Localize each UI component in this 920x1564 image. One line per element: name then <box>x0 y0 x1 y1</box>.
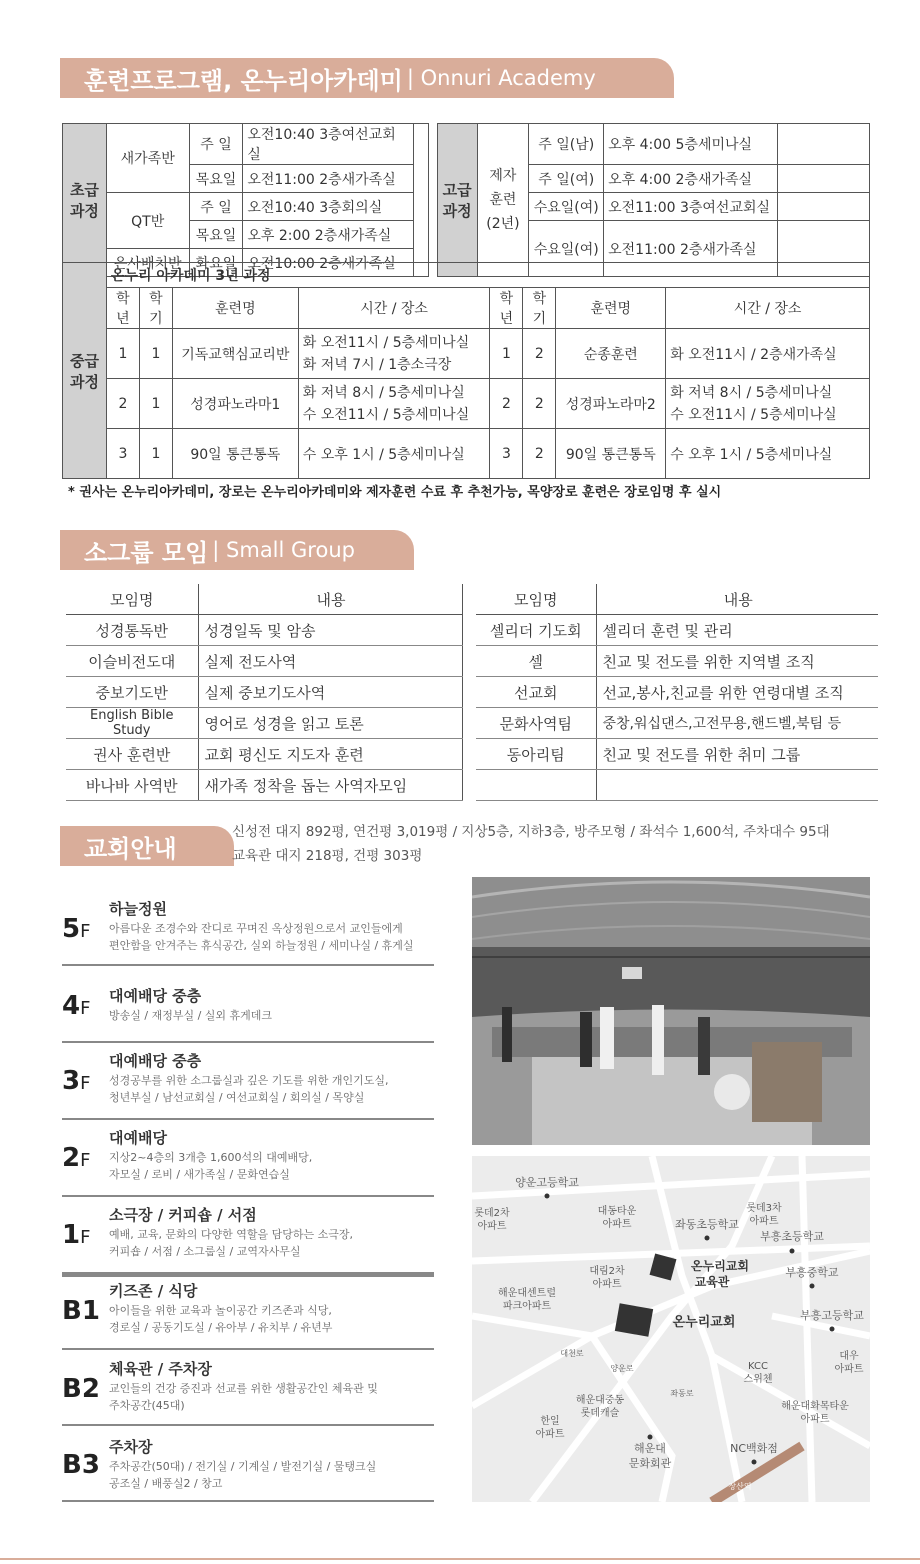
col-header: 훈련명 <box>556 288 666 329</box>
svg-text:온누리교회: 온누리교회 <box>672 1315 736 1330</box>
floor-title: 대예배당 중층 <box>109 987 202 1005</box>
section-banner-church-info <box>60 826 234 866</box>
floor-title: 체육관 / 주차장 <box>109 1360 212 1378</box>
day-cell: 주 일(여) <box>529 165 604 193</box>
svg-text:교육관: 교육관 <box>694 1275 730 1289</box>
floor-title: 대예배당 중층 <box>109 1052 202 1070</box>
floor-desc: 성경공부를 위한 소그룹실과 깊은 기도를 위한 개인기도실, 청년부실 / 남선교회실 / 여선교회실 / 회의실 / 목양실 <box>109 1074 389 1104</box>
col-header: 시간 / 장소 <box>298 288 490 329</box>
time-place-cell: 오전10:00 2층새가족실 <box>243 249 413 277</box>
svg-text:해운대: 해운대 <box>634 1442 666 1455</box>
training-footnote: * 권사는 온누리아카데미, 장로는 온누리아카데미와 제자훈련 수료 후 추천가능, 목양장로 훈련은 장로임명 후 실시 <box>68 485 722 500</box>
svg-text:해운대센트럴: 해운대센트럴 <box>498 1288 556 1299</box>
time-place-cell: 오후 4:00 2층새가족실 <box>604 165 778 193</box>
floor-desc: 방송실 / 재정부실 / 실외 휴게데크 <box>109 1009 273 1022</box>
svg-text:대동타운: 대동타운 <box>597 1206 637 1217</box>
section-banner-training <box>60 58 674 98</box>
col-header: 모임명 <box>66 584 198 615</box>
table-row: 권사 훈련반 교회 평신도 지도자 훈련 동아리팀 친교 및 전도를 위한 취미 그룹 <box>66 739 878 770</box>
floor-b2: B2 체육관 / 주차장 교인들의 건강 증진과 선교를 위한 생활공간인 체육관 및 주차공간(45대) <box>62 1358 434 1426</box>
floor-title: 주차장 <box>109 1438 153 1456</box>
svg-text:부흥중학교: 부흥중학교 <box>785 1266 839 1279</box>
section-banner-small-group <box>60 530 414 570</box>
table-row: 2 1 성경파노라마1 화 저녁 8시 / 5층세미나실 수 오전11시 / 5층세미나실 2 2 성경파노라마2 화 저녁 8시 / 5층세미나실 수 오전11시 / 5층세미나실 <box>63 379 870 429</box>
training-table-basic-advanced <box>62 123 870 277</box>
worship-hall-photo <box>472 877 870 1145</box>
day-cell: 주 일 <box>189 193 243 221</box>
svg-text:NC백화점: NC백화점 <box>730 1442 778 1455</box>
svg-text:롯데3차: 롯데3차 <box>746 1203 782 1214</box>
svg-text:해운대중동: 해운대중동 <box>575 1395 625 1406</box>
svg-text:KCC: KCC <box>748 1361 768 1372</box>
day-cell: 화요일 <box>189 249 243 277</box>
svg-text:아파트: 아파트 <box>592 1279 622 1290</box>
banner-title: 소그룹 모임 <box>84 538 209 567</box>
svg-text:스위첸: 스위첸 <box>743 1374 773 1385</box>
footer-rule <box>0 1558 920 1560</box>
day-cell: 주 일(남) <box>529 124 604 165</box>
floor-desc: 아름다운 조경수와 잔디로 꾸며진 옥상정원으로서 교인들에게 편안함을 안겨주는 휴식공간, 실외 하늘정원 / 세미나실 / 휴게실 <box>109 922 414 952</box>
floor-desc: 지상2~4층의 3개층 1,600석의 대예배당, 자모실 / 로비 / 새가족실 / 문화연습실 <box>109 1151 313 1181</box>
svg-text:양운로: 양운로 <box>610 1364 634 1373</box>
svg-text:아파트: 아파트 <box>477 1221 507 1232</box>
banner-subtitle: | Onnuri Academy <box>406 66 596 90</box>
program-name: 은사배치반 <box>106 249 189 277</box>
floor-3f: 3F 대예배당 중층 성경공부를 위한 소그룹실과 깊은 기도를 위한 개인기도실, 청년부실 / 남선교회실 / 여선교회실 / 회의실 / 목양실 <box>62 1050 434 1120</box>
svg-text:아파트: 아파트 <box>602 1219 632 1230</box>
floor-2f: 2F 대예배당 지상2~4층의 3개층 1,600석의 대예배당, 자모실 / 로비 / 새가족실 / 문화연습실 <box>62 1127 434 1197</box>
col-header: 내용 <box>198 584 462 615</box>
svg-text:부흥초등학교: 부흥초등학교 <box>760 1230 824 1243</box>
svg-text:문화회관: 문화회관 <box>628 1457 672 1470</box>
location-map <box>472 1156 870 1502</box>
svg-text:해운대화목타운: 해운대화목타운 <box>781 1401 849 1412</box>
program-name: 새가족반 <box>106 124 189 193</box>
svg-text:아파트: 아파트 <box>800 1414 830 1425</box>
day-cell: 주 일 <box>189 124 243 165</box>
floor-desc: 주차공간(50대) / 전기실 / 기계실 / 발전기실 / 물탱크실 공조실 / 배풍실2 / 창고 <box>109 1460 377 1490</box>
col-header: 학년 <box>106 288 139 329</box>
svg-text:대우: 대우 <box>839 1351 859 1362</box>
svg-text:아파트: 아파트 <box>834 1364 864 1375</box>
floor-title: 대예배당 <box>109 1129 167 1147</box>
category-basic: 초급 과정 <box>63 124 107 277</box>
intermediate-title: 온누리 아카데미 3년 과정 <box>106 263 869 288</box>
day-cell: 수요일(여) <box>529 221 604 277</box>
banner-subtitle: | Small Group <box>212 538 355 562</box>
svg-text:아파트: 아파트 <box>535 1429 565 1440</box>
svg-text:좌동초등학교: 좌동초등학교 <box>675 1218 739 1231</box>
floor-title: 키즈존 / 식당 <box>109 1282 198 1300</box>
svg-text:온누리교회: 온누리교회 <box>691 1259 749 1273</box>
time-place-cell: 오전10:40 3층여선교회실 <box>243 124 413 165</box>
svg-text:대천로: 대천로 <box>560 1349 584 1358</box>
svg-text:롯데캐슬: 롯데캐슬 <box>580 1408 620 1419</box>
floor-1f: 1F 소극장 / 커피숍 / 서점 예배, 교육, 문화의 다양한 역할을 담당하는 소극장, 커피숍 / 서점 / 소그룹실 / 교역자사무실 <box>62 1204 434 1277</box>
table-row: English Bible Study 영어로 성경을 읽고 토론 문화사역팀 중창,워십댄스,고전무용,핸드벨,북팀 등 <box>66 708 878 739</box>
svg-text:파크아파트: 파크아파트 <box>502 1301 552 1312</box>
floor-4f: 4F 대예배당 중층 방송실 / 재정부실 / 실외 휴게데크 <box>62 985 434 1043</box>
floor-title: 소극장 / 커피숍 / 서점 <box>109 1206 257 1224</box>
category-intermediate: 중급 과정 <box>63 263 107 479</box>
day-cell: 수요일(여) <box>529 193 604 221</box>
table-row: 바나바 사역반 새가족 정착을 돕는 사역자모임 <box>66 770 878 801</box>
col-header: 학년 <box>490 288 523 329</box>
svg-text:부흥고등학교: 부흥고등학교 <box>800 1309 864 1322</box>
category-advanced: 고급 과정 <box>437 124 477 277</box>
col-header: 학기 <box>523 288 556 329</box>
svg-text:롯데2차: 롯데2차 <box>474 1208 510 1219</box>
floor-desc: 교인들의 건강 증진과 선교를 위한 생활공간인 체육관 및 주차공간(45대) <box>109 1382 378 1412</box>
training-table-intermediate <box>62 262 870 479</box>
banner-title: 훈련프로그램, 온누리아카데미 <box>84 66 403 95</box>
banner-title: 교회안내 <box>84 834 177 863</box>
table-row: 중보기도반 실제 중보기도사역 선교회 선교,봉사,친교를 위한 연령대별 조직 <box>66 677 878 708</box>
svg-text:아파트: 아파트 <box>749 1216 779 1227</box>
small-group-table <box>66 584 878 801</box>
floor-5f: 5F 하늘정원 아름다운 조경수와 잔디로 꾸며진 옥상정원으로서 교인들에게 편안함을 안겨주는 휴식공간, 실외 하늘정원 / 세미나실 / 휴게실 <box>62 898 434 966</box>
floor-desc: 아이들을 위한 교육과 놀이공간 키즈존과 식당, 경로실 / 공동기도실 / 유아부 / 유치부 / 유년부 <box>109 1304 333 1334</box>
svg-text:한일: 한일 <box>540 1416 560 1427</box>
svg-text:좌동로: 좌동로 <box>670 1389 694 1398</box>
program-name: QT반 <box>106 193 189 249</box>
program-discipleship: 제자 훈련 (2년) <box>477 124 529 277</box>
day-cell: 목요일 <box>189 221 243 249</box>
day-cell: 목요일 <box>189 165 243 193</box>
col-header: 훈련명 <box>172 288 298 329</box>
time-place-cell: 오전10:40 3층회의실 <box>243 193 413 221</box>
map-label: 양운고등학교 <box>515 1176 579 1189</box>
table-row: 1 1 기독교핵심교리반 화 오전11시 / 5층세미나실 화 저녁 7시 / 1층소극장 1 2 순종훈련 화 오전11시 / 2층새가족실 <box>63 329 870 379</box>
floor-desc: 예배, 교육, 문화의 다양한 역할을 담당하는 소극장, 커피숍 / 서점 / 소그룹실 / 교역자사무실 <box>109 1228 353 1258</box>
church-info-text <box>232 820 830 868</box>
time-place-cell: 오후 4:00 5층세미나실 <box>604 124 778 165</box>
table-row: 성경통독반 성경일독 및 암송 셀리더 기도회 셀리더 훈련 및 관리 <box>66 615 878 646</box>
col-header: 학기 <box>139 288 172 329</box>
time-place-cell: 오전11:00 2층새가족실 <box>243 165 413 193</box>
col-header: 모임명 <box>476 584 596 615</box>
time-place-cell: 오후 2:00 2층새가족실 <box>243 221 413 249</box>
time-place-cell: 오전11:00 3층여선교회실 <box>604 193 778 221</box>
svg-text:장산역: 장산역 <box>728 1482 752 1491</box>
col-header: 내용 <box>596 584 878 615</box>
time-place-cell: 오전11:00 2층새가족실 <box>604 221 778 277</box>
floor-b1: B1 키즈존 / 식당 아이들을 위한 교육과 놀이공간 키즈존과 식당, 경로실 / 공동기도실 / 유아부 / 유치부 / 유년부 <box>62 1280 434 1350</box>
table-row: 이슬비전도대 실제 전도사역 셀 친교 및 전도를 위한 지역별 조직 <box>66 646 878 677</box>
floor-b3: B3 주차장 주차공간(50대) / 전기실 / 기계실 / 발전기실 / 물탱크실 공조실 / 배풍실2 / 창고 <box>62 1436 434 1502</box>
church-info-line: 신성전 대지 892평, 연건평 3,019평 / 지상5층, 지하3층, 방주모형 / 좌석수 1,600석, 주차대수 95대 <box>232 824 830 840</box>
col-header: 시간 / 장소 <box>666 288 870 329</box>
church-info-line: 교육관 대지 218평, 건평 303평 <box>232 848 423 864</box>
floor-title: 하늘정원 <box>109 900 167 918</box>
table-row: 3 1 90일 통큰통독 수 오후 1시 / 5층세미나실 3 2 90일 통큰통독 수 오후 1시 / 5층세미나실 <box>63 429 870 479</box>
svg-text:대림2차: 대림2차 <box>589 1266 625 1277</box>
